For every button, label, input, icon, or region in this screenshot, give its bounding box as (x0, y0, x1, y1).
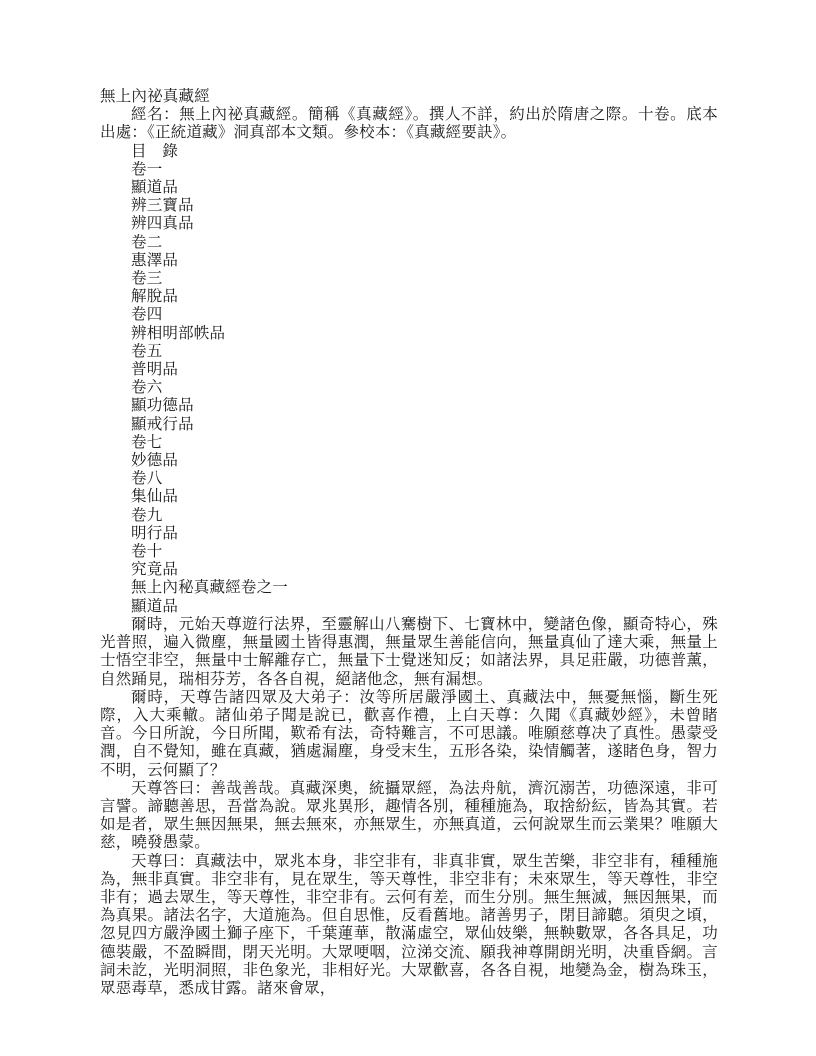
toc-item: 辨三寶品 (131, 197, 194, 215)
volume-title: 無上內秘真藏經卷之一 (131, 579, 289, 597)
toc-item: 卷十 (131, 543, 163, 561)
toc-item: 解脫品 (131, 288, 179, 306)
toc-item: 辨相明部帙品 (131, 324, 226, 342)
toc-item: 辨四真品 (131, 215, 194, 233)
toc-item: 卷六 (131, 379, 163, 397)
toc-item: 究竟品 (131, 561, 179, 579)
toc-list (100, 161, 718, 580)
document-meta: 經名：無上內祕真藏經。簡稱《真藏經》。撰人不詳，約出於隋唐之際。十卷。底本出處：《正統道藏》洞真部本文類。參校本：《真藏經要訣》。 (100, 106, 718, 142)
toc-item: 妙德品 (131, 452, 179, 470)
document-content (100, 88, 718, 998)
toc-item: 顯道品 (131, 179, 179, 197)
body-paragraph-2: 爾時，天尊告諸四眾及大弟子：汝等所居嚴淨國土、真藏法中，無憂無惱，斷生死際，入大乘轍。諸仙弟子聞是說已，歡喜作禮，上白天尊：久聞《真藏妙經》，未曾睹音。今日所說，今日所聞，歎希有法，奇特難言，不可思議。唯願慈尊决了真性。愚蒙受潤，自不覺知，雖在真藏，猶處漏塵，身受末生，五形各染，染情觸著，遂睹色身，智力不明，云何顯了？ (100, 688, 718, 779)
body-paragraph-3: 天尊答曰：善哉善哉。真藏深奧，統攝眾經，為法舟航，濟沉溺苦，功德深遠，非可言譬。諦聽善思，吾當為說。眾兆異形，趣情各別，種種施為，取捨紛紜，皆為其實。若如是者，眾生無因無果，無去無來，亦無眾生，亦無真道，云何說眾生而云業果？唯願大慈，曉發愚蒙。 (100, 779, 718, 852)
toc-item: 卷四 (131, 306, 163, 324)
body-paragraph-4: 天尊曰：真藏法中，眾兆本身，非空非有，非真非實，眾生苦樂，非空非有，種種施為，無非真實。非空非有，見在眾生，等天尊性，非空非有；未來眾生，等天尊性，非空非有；過去眾生，等天尊性，非空非有。云何有差，而生分別。無生無滅，無因無果，而為真果。諸法名字，大道施為。但自思惟，反看舊地。諸善男子，閉目諦聽。須臾之頃，忽見四方嚴浄國土獅子座下，千葉蓮華，散滿虛空，眾仙妓樂，無鞅數眾，各各具足，功德裝嚴，不盈瞬間，閉天光明。大眾哽咽，泣涕交流、願我神尊開朗光明，决重昏網。言詞未訖，光明洞照，非色象光，非相好光。大眾歡喜，各各自視，地變為金，樹為珠玉，眾惡毒草，悉成甘露。諸來會眾， (100, 852, 718, 997)
toc-item: 惠澤品 (131, 251, 179, 269)
toc-heading: 目 錄 (131, 142, 179, 160)
toc-item: 卷八 (131, 470, 163, 488)
body-paragraph-1: 爾時，元始天尊遊行法界，至靈解山八騫樹下、七寶林中，變諸色像，顯奇特心，殊光普照，遍入微塵，無量國土皆得惠潤，無量眾生善能信向，無量真仙了達大乘，無量上士悟空非空，無量中士解離存亡，無量下士覺迷知反；如諸法界，具足莊嚴，功德普薰，自然踊見，瑞相芬芳，各各自視，絕諸他念，無有漏想。 (100, 615, 718, 688)
toc-item: 卷七 (131, 433, 163, 451)
toc-item: 顯功德品 (131, 397, 194, 415)
toc-item: 卷五 (131, 342, 163, 360)
toc-item: 卷二 (131, 233, 163, 251)
toc-item: 卷三 (131, 270, 163, 288)
toc-item: 卷九 (131, 506, 163, 524)
toc-item: 顯戒行品 (131, 415, 194, 433)
toc-item: 卷一 (131, 160, 163, 178)
toc-item: 普明品 (131, 361, 179, 379)
toc-item: 明行品 (131, 524, 179, 542)
document-title: 無上內祕真藏經 (100, 88, 210, 105)
chapter-title: 顯道品 (131, 597, 179, 615)
toc-item: 集仙品 (131, 488, 179, 506)
